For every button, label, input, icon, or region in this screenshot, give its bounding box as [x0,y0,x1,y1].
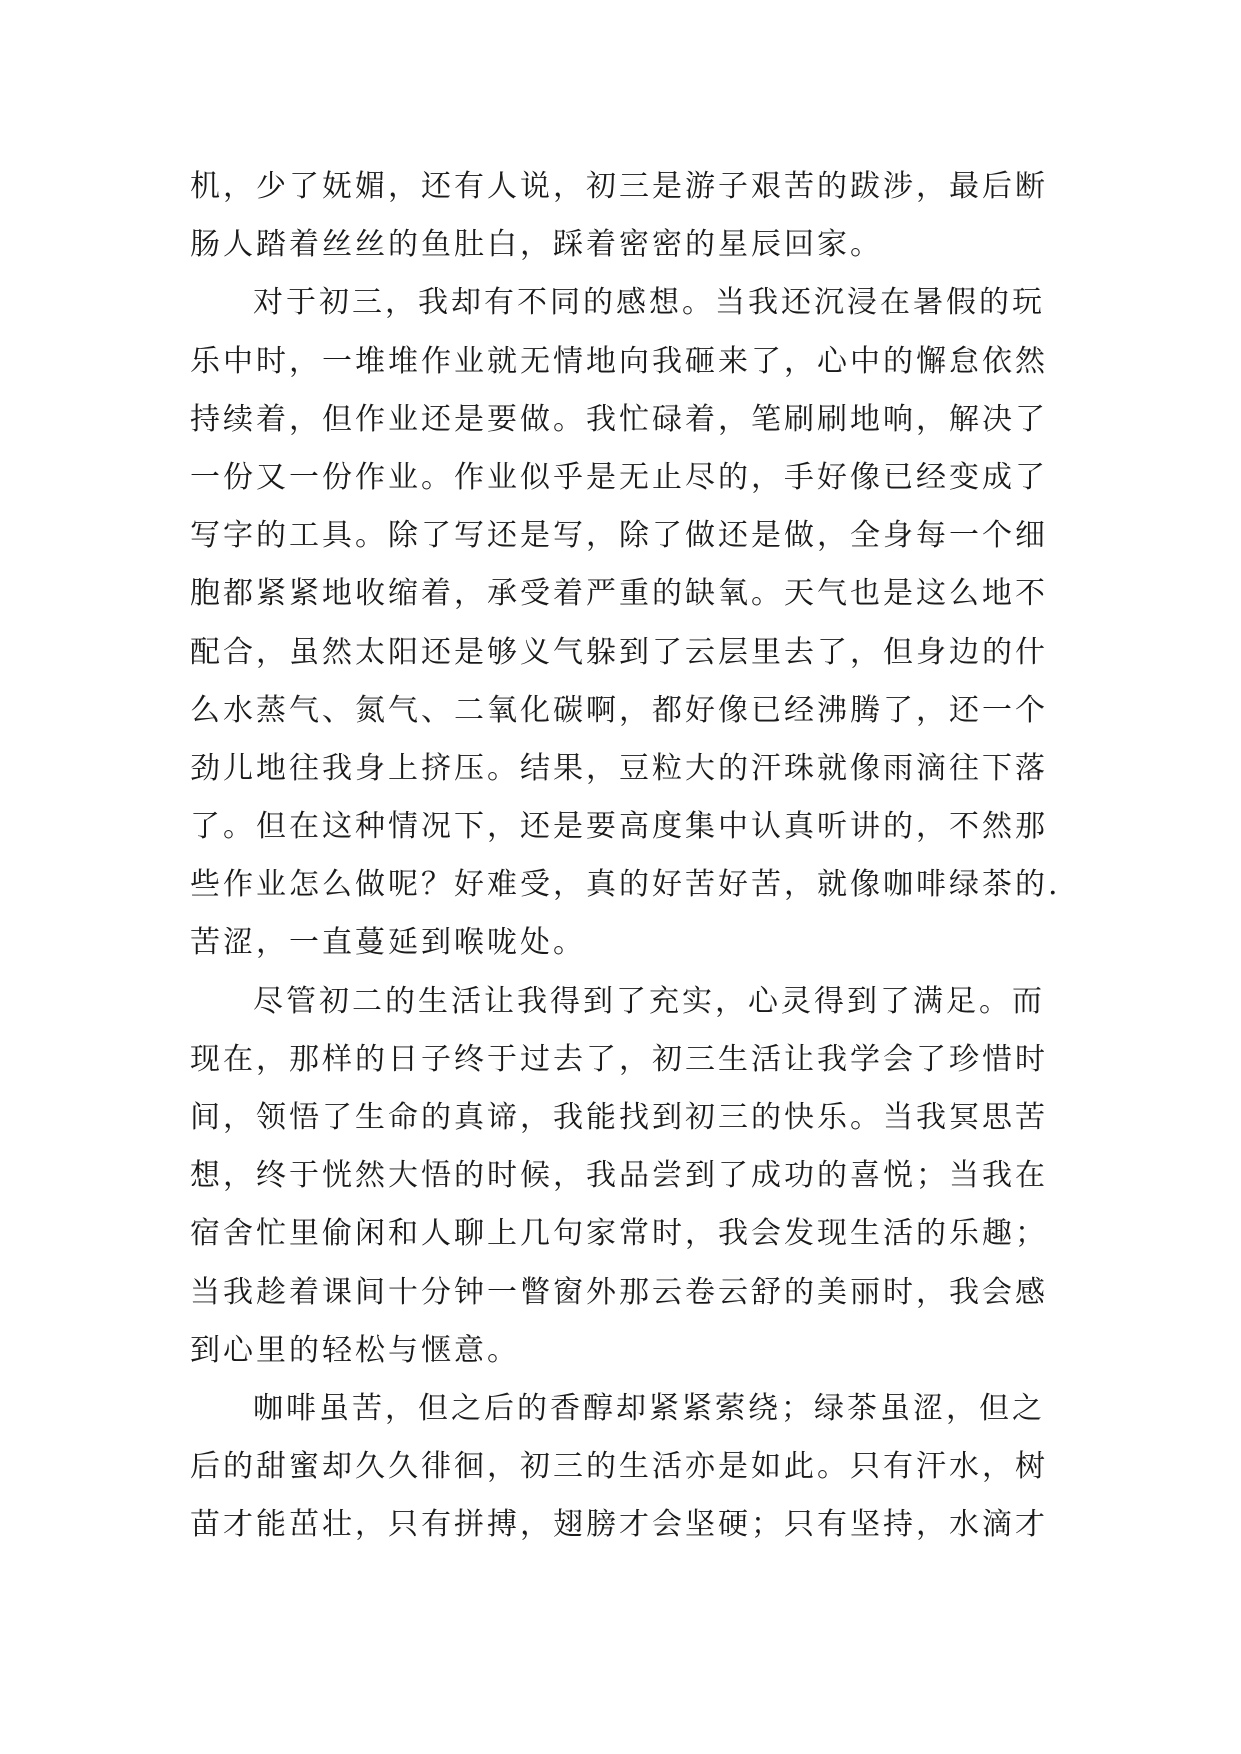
paragraph-first-line: 尽管初二的生活让我得到了充实，心灵得到了满足。而 [253,983,1045,1019]
text-line: 了。但在这种情况下，还是要高度集中认真听讲的，不然那 [190,809,1048,845]
text-line: 当我趁着课间十分钟一瞥窗外那云卷云舒的美丽时，我会感 [190,1274,1048,1310]
text-line: 后的甜蜜却久久徘徊，初三的生活亦是如此。只有汗水，树 [190,1449,1048,1485]
text-line: 苦涩，一直蔓延到喉咙处。 [190,925,586,961]
text-line: 些作业怎么做呢？好难受，真的好苦好苦，就像咖啡绿茶的. [190,867,1061,903]
paragraph-first-line: 对于初三，我却有不同的感想。当我还沉浸在暑假的玩 [253,285,1045,321]
text-line: 苗才能茁壮，只有拼搏，翅膀才会坚硬；只有坚持，水滴才 [190,1507,1048,1543]
text-line: 胞都紧紧地收缩着，承受着严重的缺氧。天气也是这么地不 [190,576,1048,612]
text-line: 劲儿地往我身上挤压。结果，豆粒大的汗珠就像雨滴往下落 [190,750,1048,786]
paragraph-first-line: 咖啡虽苦，但之后的香醇却紧紧萦绕；绿茶虽涩，但之 [253,1390,1045,1426]
text-line: 机，少了妩媚，还有人说，初三是游子艰苦的跋涉，最后断 [190,169,1048,204]
text-line: 宿舍忙里偷闲和人聊上几句家常时，我会发现生活的乐趣； [190,1216,1048,1252]
text-line: 一份又一份作业。作业似乎是无止尽的，手好像已经变成了 [190,459,1048,495]
text-line: 乐中时，一堆堆作业就无情地向我砸来了，心中的懈怠依然 [190,343,1048,379]
text-line: 现在，那样的日子终于过去了，初三生活让我学会了珍惜时 [190,1041,1048,1077]
text-line: 配合，虽然太阳还是够义气躲到了云层里去了，但身边的什 [190,634,1048,670]
text-line: 写字的工具。除了写还是写，除了做还是做，全身每一个细 [190,518,1048,554]
text-line: 肠人踏着丝丝的鱼肚白，踩着密密的星辰回家。 [190,227,883,263]
text-line: 么水蒸气、氮气、二氧化碳啊，都好像已经沸腾了，还一个 [190,692,1048,728]
document-body [190,158,1061,1555]
text-line: 持续着，但作业还是要做。我忙碌着，笔刷刷地响，解决了 [190,401,1048,437]
text-line: 间，领悟了生命的真谛，我能找到初三的快乐。当我冥思苦 [190,1100,1048,1135]
text-line: 想，终于恍然大悟的时候，我品尝到了成功的喜悦；当我在 [190,1158,1048,1194]
text-line: 到心里的轻松与惬意。 [190,1332,520,1368]
